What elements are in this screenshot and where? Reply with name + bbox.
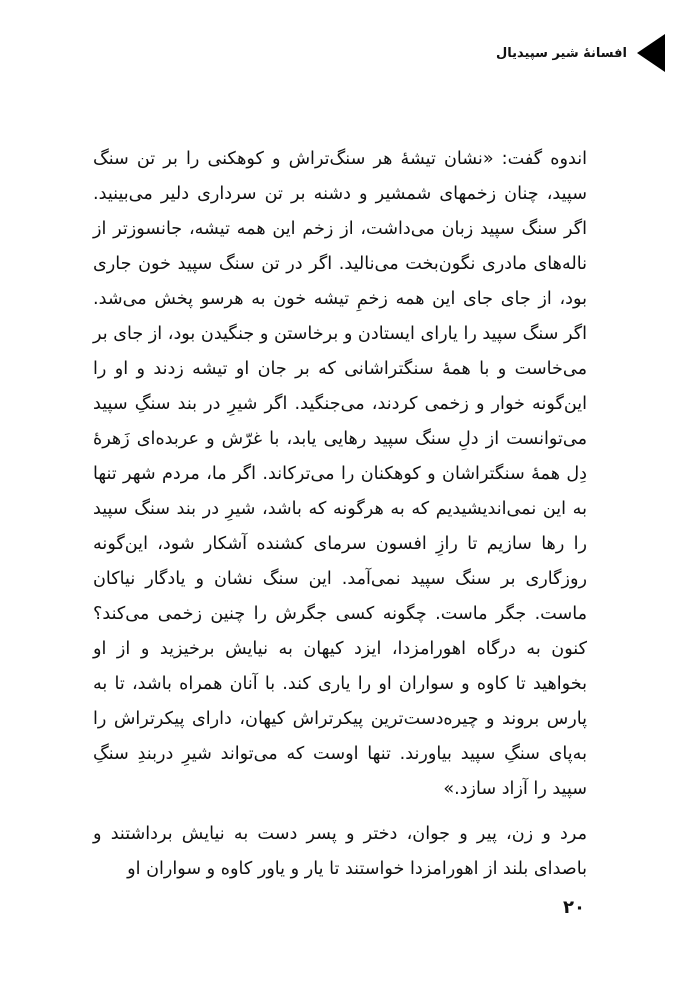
paragraph: مرد و زن، پیر و جوان، دختر و پسر دست به نیایش برداشتند و باصدای بلند از اهورامزدا خواستند تا یار و یاور کاوه و سواران او xyxy=(93,824,587,879)
body-text xyxy=(93,142,587,887)
running-header xyxy=(496,34,665,72)
paragraph: اندوه گفت: «نشان تیشهٔ هر سنگ‌تراش و کوهکنی را بر تن سنگ سپید، چنان زخمهای شمشیر و دشنه بر تن سرداری دلیر می‌بینید. اگر سنگ سپید زبان می‌داشت، از زخم این همه تیشه، جانسوزتر از ناله‌های مادری نگون‌بخت می‌نالید. اگر در تن سنگ سپید خون جاری بود، از جای جای این همه زخمِ تیشه خون به هرسو پخش می‌شد. اگر سنگ سپید را یارای ایستادن و برخاستن و جنگیدن بود، از جای بر می‌خاست و با همهٔ سنگتراشانی که بر جان او تیشه زدند و او را این‌گونه خوار و زخمی کردند، می‌جنگید. اگر شیرِ در بند سنگِ سپید می‌توانست از دلِ سنگ سپید رهایی یابد، با غرّش و عربده‌ای زَهرهٔ دِل همهٔ سنگتراشان و کوهکنان را می‌ترکاند. اگر ما، مردم شهر تنها به این نمی‌اندیشیدیم که به هرگونه که باشد، شیرِ در بند سنگ سپید را رها سازیم تا رازِ افسون سرمای کشنده آشکار شود، این‌گونه روزگاری بر سنگ سپید نمی‌آمد. این سنگ نشان و یادگار نیاکان ماست. جگر ماست. چگونه کسی جگرش را چنین زخمی می‌کند؟ کنون به درگاه اهورامزدا، ایزد کیهان به نیایش برخیزید و از او بخواهید تا کاوه و سواران او را یاری کند. با آنان همراه باشد، تا به پارس بروند و چیره‌دست‌ترین پیکرتراش کیهان، دارای پیکرتراش را به‌پای سنگِ سپید بیاورند. تنها اوست که می‌تواند شیرِ دربندِ سنگِ سپید را آزاد سازد.» xyxy=(93,149,587,799)
triangle-marker-icon xyxy=(637,34,665,72)
running-header-title: افسانهٔ شیر سپیدیال xyxy=(495,45,627,61)
page-number: ۲۰ xyxy=(563,897,585,918)
